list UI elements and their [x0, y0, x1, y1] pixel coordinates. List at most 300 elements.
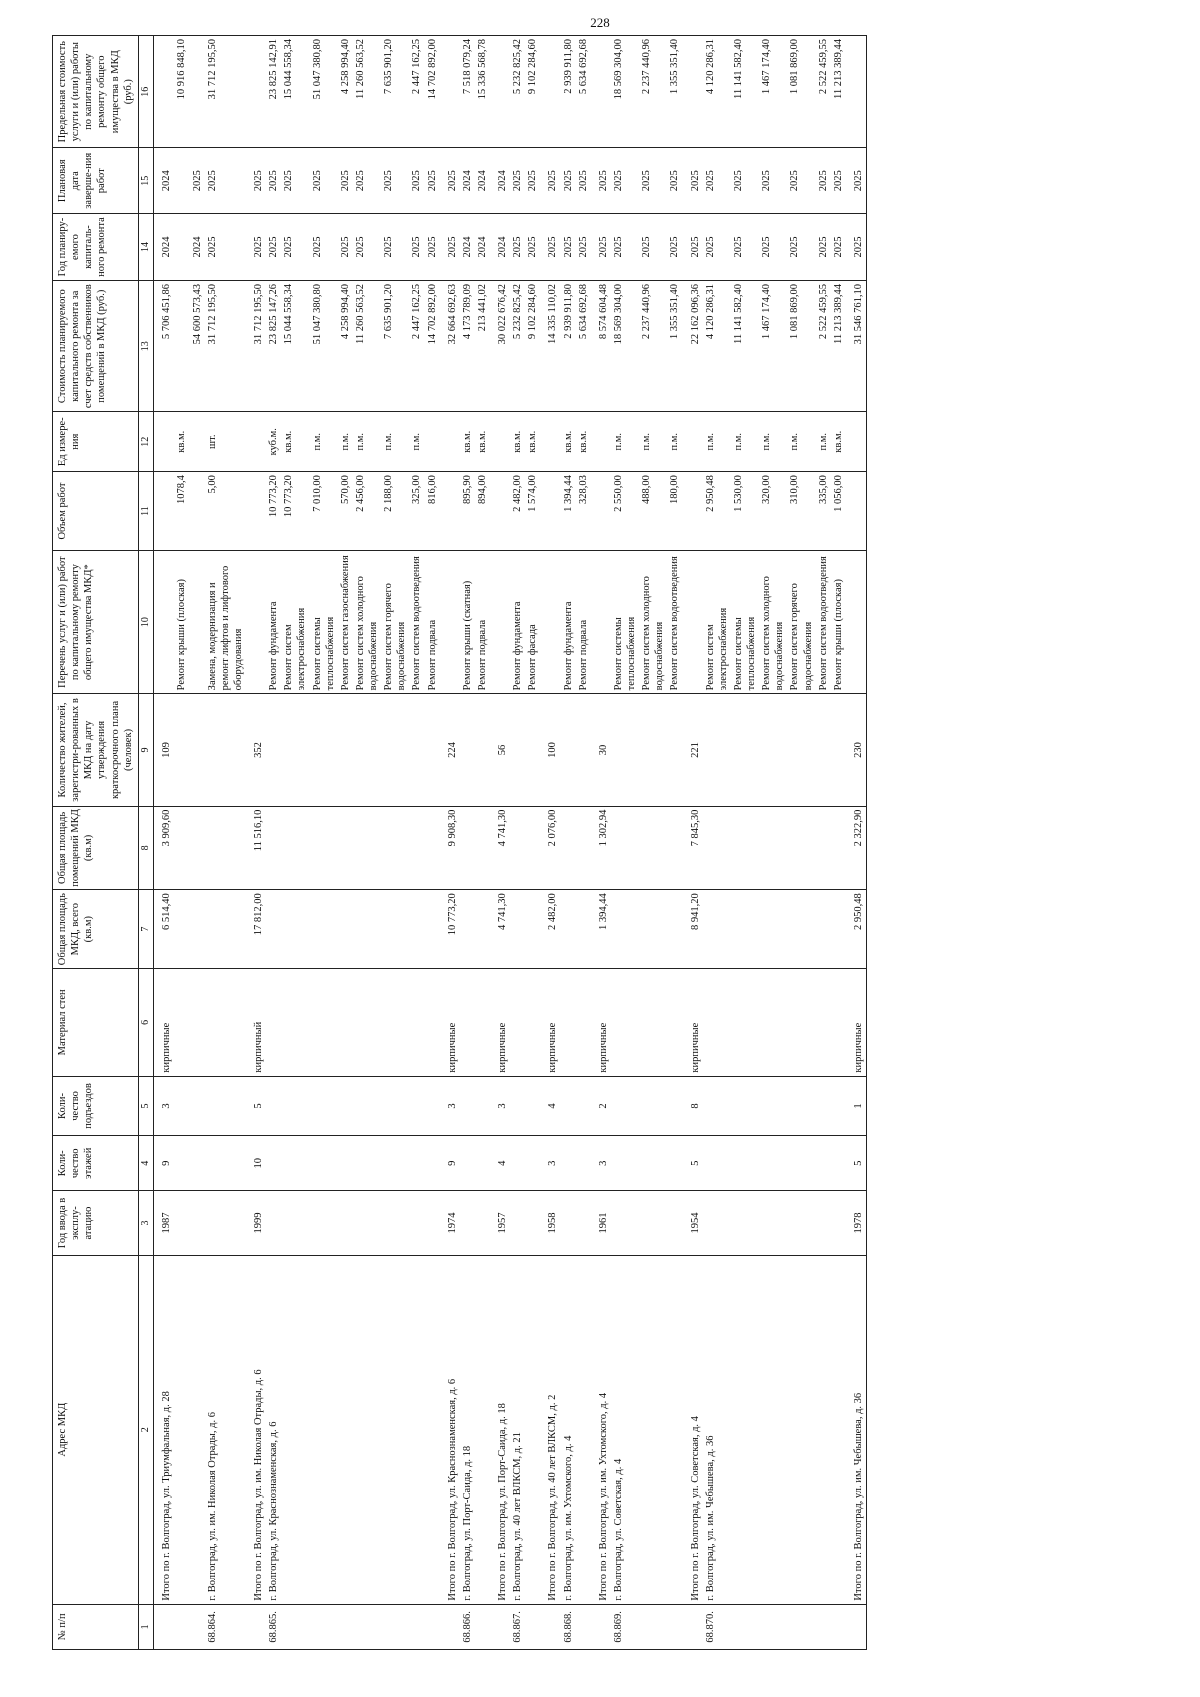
cell-address: г. Волгоград, ул. Порт-Саида, д. 18 — [460, 1255, 475, 1604]
cell-completion-date: 2025 — [353, 148, 381, 214]
table-row-total — [683, 36, 703, 1650]
cell-entrances — [787, 1076, 815, 1136]
header-cell: Объем работ — [53, 472, 139, 551]
cell-residents: 230 — [846, 694, 867, 806]
cell-address: Итого по г. Волгоград, ул. им. Ухтомского, д. 4 — [591, 1255, 611, 1604]
cell-total-area — [281, 890, 309, 969]
cell-address: Итого по г. Волгоград, ул. 40 лет ВЛКСМ, д. 2 — [540, 1255, 560, 1604]
cell-max-cost: 4 120 286,31 — [703, 36, 731, 148]
cell-work-volume: 10 773,20 — [266, 472, 281, 551]
cell-row-number — [639, 1604, 667, 1649]
cell-unit: п.м. — [816, 412, 831, 472]
cell-residents: 221 — [683, 694, 703, 806]
cell-unit: п.м. — [759, 412, 787, 472]
cell-unit: кв.м. — [510, 412, 525, 472]
cell-unit: п.м. — [338, 412, 353, 472]
cell-premises-area — [759, 806, 787, 890]
cell-wall-material — [525, 969, 540, 1077]
cell-address: Итого по г. Волгоград, ул. Триумфальная, д. 28 — [154, 1255, 175, 1604]
cell-work-volume: 310,00 — [787, 472, 815, 551]
cell-total-area — [381, 890, 409, 969]
cell-row-number — [246, 1604, 266, 1649]
cell-work-volume: 180,00 — [667, 472, 682, 551]
cell-premises-area: 11 516,10 — [246, 806, 266, 890]
cell-repair-year: 2025 — [816, 214, 831, 281]
cell-work-type: Ремонт крыши (скатная) — [460, 550, 475, 693]
cell-year-built: 1974 — [440, 1191, 460, 1256]
cell-total-area — [205, 890, 246, 969]
cell-repair-year: 2025 — [846, 214, 867, 281]
cell-year-built — [816, 1191, 831, 1256]
cell-floors — [425, 1136, 440, 1191]
cell-premises-area: 3 909,60 — [154, 806, 175, 890]
cell-residents — [667, 694, 682, 806]
cell-residents — [475, 694, 490, 806]
table-row — [205, 36, 246, 1650]
header-cell: Плановая дата заверше-ния работ — [53, 148, 139, 214]
cell-completion-date: 2025 — [190, 148, 205, 214]
table-row — [759, 36, 787, 1650]
cell-owners-cost: 54 600 573,43 — [190, 280, 205, 411]
table-row-total — [246, 36, 266, 1650]
cell-residents — [353, 694, 381, 806]
cell-premises-area — [266, 806, 281, 890]
cell-repair-year: 2025 — [525, 214, 540, 281]
cell-unit: кв.м. — [174, 412, 189, 472]
cell-work-type: Ремонт систем газоснабжения — [338, 550, 353, 693]
cell-wall-material — [460, 969, 475, 1077]
cell-premises-area — [353, 806, 381, 890]
cell-total-area: 2 950,48 — [846, 890, 867, 969]
column-number: 15 — [138, 148, 154, 214]
cell-address — [190, 1255, 205, 1604]
cell-row-number — [525, 1604, 540, 1649]
column-number: 14 — [138, 214, 154, 281]
cell-wall-material — [787, 969, 815, 1077]
cell-owners-cost: 51 047 380,80 — [310, 280, 338, 411]
cell-repair-year: 2025 — [639, 214, 667, 281]
cell-work-type — [246, 550, 266, 693]
cell-repair-year: 2025 — [440, 214, 460, 281]
cell-wall-material — [831, 969, 846, 1077]
cell-total-area: 1 394,44 — [591, 890, 611, 969]
cell-total-area — [190, 890, 205, 969]
cell-premises-area — [576, 806, 591, 890]
cell-year-built — [787, 1191, 815, 1256]
cell-owners-cost: 2 522 459,55 — [816, 280, 831, 411]
cell-entrances — [667, 1076, 682, 1136]
cell-floors — [816, 1136, 831, 1191]
cell-address — [639, 1255, 667, 1604]
cell-floors — [353, 1136, 381, 1191]
cell-max-cost: 1 081 869,00 — [787, 36, 815, 148]
cell-floors — [190, 1136, 205, 1191]
cell-work-volume: 5,00 — [205, 472, 246, 551]
cell-residents — [190, 694, 205, 806]
table-row-total — [591, 36, 611, 1650]
cell-work-type: Ремонт систем горячего водоснабжения — [381, 550, 409, 693]
cell-work-type: Ремонт фундамента — [510, 550, 525, 693]
cell-year-built — [510, 1191, 525, 1256]
cell-floors: 10 — [246, 1136, 266, 1191]
table-row — [190, 36, 205, 1650]
cell-entrances — [310, 1076, 338, 1136]
cell-work-volume: 488,00 — [639, 472, 667, 551]
cell-wall-material — [510, 969, 525, 1077]
cell-max-cost — [846, 36, 867, 148]
cell-address: г. Волгоград, ул. Краснознаменская, д. 6 — [266, 1255, 281, 1604]
cell-entrances — [281, 1076, 309, 1136]
cell-unit: п.м. — [787, 412, 815, 472]
cell-premises-area — [174, 806, 189, 890]
header-cell: Общая площадь МКД, всего (кв.м) — [53, 890, 139, 969]
cell-row-number — [667, 1604, 682, 1649]
column-number: 1 — [138, 1604, 154, 1649]
cell-total-area — [409, 890, 424, 969]
table-row — [353, 36, 381, 1650]
cell-work-type: Ремонт системы теплоснабжения — [310, 550, 338, 693]
cell-entrances — [409, 1076, 424, 1136]
cell-row-number — [759, 1604, 787, 1649]
cell-repair-year: 2025 — [425, 214, 440, 281]
header-cell: № п/п — [53, 1604, 139, 1649]
cell-max-cost — [540, 36, 560, 148]
cell-total-area — [576, 890, 591, 969]
cell-entrances — [639, 1076, 667, 1136]
cell-repair-year: 2025 — [759, 214, 787, 281]
cell-address — [310, 1255, 338, 1604]
cell-floors: 3 — [540, 1136, 560, 1191]
cell-row-number — [831, 1604, 846, 1649]
cell-residents — [831, 694, 846, 806]
cell-address — [787, 1255, 815, 1604]
cell-entrances — [611, 1076, 639, 1136]
cell-max-cost: 18 569 304,00 — [611, 36, 639, 148]
table-row — [510, 36, 525, 1650]
cell-work-type — [190, 550, 205, 693]
cell-unit: п.м. — [639, 412, 667, 472]
cell-repair-year: 2025 — [353, 214, 381, 281]
cell-unit — [591, 412, 611, 472]
cell-repair-year: 2025 — [561, 214, 576, 281]
cell-premises-area — [639, 806, 667, 890]
cell-work-volume: 2 456,00 — [353, 472, 381, 551]
cell-total-area: 2 482,00 — [540, 890, 560, 969]
cell-floors: 5 — [683, 1136, 703, 1191]
cell-repair-year: 2025 — [409, 214, 424, 281]
cell-residents — [460, 694, 475, 806]
cell-max-cost: 2 939 911,80 — [561, 36, 576, 148]
cell-max-cost: 5 232 825,42 — [510, 36, 525, 148]
cell-completion-date: 2025 — [639, 148, 667, 214]
cell-address: г. Волгоград, ул. им. Николая Отрады, д. 6 — [205, 1255, 246, 1604]
column-number: 10 — [138, 550, 154, 693]
cell-max-cost — [440, 36, 460, 148]
cell-owners-cost: 11 213 389,44 — [831, 280, 846, 411]
column-number: 11 — [138, 472, 154, 551]
cell-row-number — [490, 1604, 510, 1649]
cell-owners-cost: 15 044 558,34 — [281, 280, 309, 411]
cell-repair-year: 2025 — [540, 214, 560, 281]
header-cell: Общая площадь помещений МКД (кв.м) — [53, 806, 139, 890]
cell-wall-material — [611, 969, 639, 1077]
cell-row-number: 68.869. — [611, 1604, 639, 1649]
cell-max-cost: 14 702 892,00 — [425, 36, 440, 148]
cell-max-cost: 9 102 284,60 — [525, 36, 540, 148]
cell-owners-cost: 14 702 892,00 — [425, 280, 440, 411]
cell-total-area — [561, 890, 576, 969]
cell-total-area — [338, 890, 353, 969]
cell-repair-year: 2025 — [611, 214, 639, 281]
cell-address — [525, 1255, 540, 1604]
cell-unit: п.м. — [731, 412, 759, 472]
cell-row-number — [353, 1604, 381, 1649]
cell-work-type: Ремонт подвала — [475, 550, 490, 693]
cell-total-area — [667, 890, 682, 969]
cell-owners-cost: 32 664 692,63 — [440, 280, 460, 411]
cell-repair-year: 2024 — [190, 214, 205, 281]
cell-completion-date — [174, 148, 189, 214]
cell-wall-material — [190, 969, 205, 1077]
cell-residents — [310, 694, 338, 806]
cell-completion-date: 2025 — [510, 148, 525, 214]
cell-repair-year: 2025 — [246, 214, 266, 281]
cell-residents — [703, 694, 731, 806]
cell-work-volume — [540, 472, 560, 551]
table-row — [174, 36, 189, 1650]
cell-total-area — [525, 890, 540, 969]
cell-completion-date: 2025 — [591, 148, 611, 214]
table-row — [310, 36, 338, 1650]
cell-work-volume — [190, 472, 205, 551]
cell-repair-year: 2025 — [591, 214, 611, 281]
cell-premises-area — [381, 806, 409, 890]
cell-row-number — [576, 1604, 591, 1649]
cell-floors — [281, 1136, 309, 1191]
cell-entrances — [576, 1076, 591, 1136]
cell-premises-area: 1 302,94 — [591, 806, 611, 890]
cell-row-number: 68.870. — [703, 1604, 731, 1649]
table-row — [787, 36, 815, 1650]
cell-work-type: Ремонт крыши (плоская) — [831, 550, 846, 693]
cell-work-volume: 570,00 — [338, 472, 353, 551]
cell-completion-date: 2025 — [611, 148, 639, 214]
cell-max-cost — [246, 36, 266, 148]
column-number: 9 — [138, 694, 154, 806]
cell-work-volume: 2 950,48 — [703, 472, 731, 551]
cell-premises-area — [425, 806, 440, 890]
cell-work-type: Ремонт подвала — [425, 550, 440, 693]
cell-year-built: 1957 — [490, 1191, 510, 1256]
cell-row-number — [816, 1604, 831, 1649]
cell-row-number — [731, 1604, 759, 1649]
table-row-total — [154, 36, 175, 1650]
header-cell: Год ввода в эксплу-атацию — [53, 1191, 139, 1256]
cell-floors: 9 — [440, 1136, 460, 1191]
cell-max-cost — [190, 36, 205, 148]
cell-premises-area: 4 741,30 — [490, 806, 510, 890]
cell-wall-material — [576, 969, 591, 1077]
cell-premises-area: 9 908,30 — [440, 806, 460, 890]
cell-max-cost: 31 712 195,50 — [205, 36, 246, 148]
table-row-total — [490, 36, 510, 1650]
column-number: 13 — [138, 280, 154, 411]
cell-address — [667, 1255, 682, 1604]
cell-row-number: 68.866. — [460, 1604, 475, 1649]
cell-year-built — [731, 1191, 759, 1256]
cell-work-type: Ремонт фундамента — [266, 550, 281, 693]
cell-wall-material — [338, 969, 353, 1077]
table-header-row — [53, 36, 139, 1650]
cell-year-built: 1978 — [846, 1191, 867, 1256]
cell-entrances — [731, 1076, 759, 1136]
cell-completion-date: 2025 — [759, 148, 787, 214]
cell-unit: кв.м. — [525, 412, 540, 472]
cell-residents: 100 — [540, 694, 560, 806]
header-cell: Адрес МКД — [53, 1255, 139, 1604]
cell-repair-year: 2025 — [281, 214, 309, 281]
cell-floors — [561, 1136, 576, 1191]
cell-entrances — [475, 1076, 490, 1136]
cell-unit: кв.м. — [831, 412, 846, 472]
cell-row-number — [846, 1604, 867, 1649]
cell-owners-cost: 7 635 901,20 — [381, 280, 409, 411]
cell-completion-date: 2025 — [561, 148, 576, 214]
cell-work-type: Ремонт систем горячего водоснабжения — [787, 550, 815, 693]
cell-residents — [381, 694, 409, 806]
cell-repair-year: 2024 — [490, 214, 510, 281]
cell-premises-area — [816, 806, 831, 890]
cell-work-type — [846, 550, 867, 693]
cell-unit — [154, 412, 175, 472]
cell-repair-year — [174, 214, 189, 281]
cell-floors — [310, 1136, 338, 1191]
cell-owners-cost: 31 546 761,10 — [846, 280, 867, 411]
column-number: 6 — [138, 969, 154, 1077]
cell-address — [174, 1255, 189, 1604]
cell-work-volume: 325,00 — [409, 472, 424, 551]
cell-residents — [611, 694, 639, 806]
cell-year-built — [353, 1191, 381, 1256]
table-body — [154, 36, 867, 1650]
table-row — [831, 36, 846, 1650]
cell-work-type — [591, 550, 611, 693]
cell-year-built — [381, 1191, 409, 1256]
cell-year-built: 1961 — [591, 1191, 611, 1256]
cell-repair-year: 2024 — [460, 214, 475, 281]
cell-wall-material — [475, 969, 490, 1077]
cell-row-number — [440, 1604, 460, 1649]
cell-entrances — [525, 1076, 540, 1136]
cell-year-built — [205, 1191, 246, 1256]
cell-work-volume: 1 394,44 — [561, 472, 576, 551]
column-number: 16 — [138, 36, 154, 148]
cell-entrances — [353, 1076, 381, 1136]
cell-completion-date: 2025 — [667, 148, 682, 214]
cell-repair-year: 2025 — [338, 214, 353, 281]
table-row — [639, 36, 667, 1650]
cell-repair-year: 2025 — [310, 214, 338, 281]
cell-repair-year: 2025 — [576, 214, 591, 281]
cell-owners-cost: 14 335 110,02 — [540, 280, 560, 411]
cell-address — [381, 1255, 409, 1604]
cell-residents — [281, 694, 309, 806]
cell-completion-date: 2024 — [460, 148, 475, 214]
cell-wall-material — [731, 969, 759, 1077]
cell-completion-date: 2025 — [816, 148, 831, 214]
cell-total-area — [831, 890, 846, 969]
cell-premises-area — [409, 806, 424, 890]
cell-address — [425, 1255, 440, 1604]
cell-max-cost: 7 635 901,20 — [381, 36, 409, 148]
cell-premises-area — [460, 806, 475, 890]
cell-repair-year: 2025 — [510, 214, 525, 281]
cell-owners-cost: 18 569 304,00 — [611, 280, 639, 411]
cell-premises-area: 7 845,30 — [683, 806, 703, 890]
cell-owners-cost: 5 634 692,68 — [576, 280, 591, 411]
cell-residents: 30 — [591, 694, 611, 806]
cell-repair-year: 2025 — [381, 214, 409, 281]
cell-total-area — [816, 890, 831, 969]
cell-address — [759, 1255, 787, 1604]
cell-work-volume: 335,00 — [816, 472, 831, 551]
cell-premises-area — [611, 806, 639, 890]
table-row — [266, 36, 281, 1650]
cell-owners-cost: 23 825 147,26 — [266, 280, 281, 411]
cell-completion-date: 2025 — [381, 148, 409, 214]
header-cell: Коли-чество подъездов — [53, 1076, 139, 1136]
cell-floors — [759, 1136, 787, 1191]
cell-work-type: Ремонт фасада — [525, 550, 540, 693]
cell-year-built — [425, 1191, 440, 1256]
cell-floors — [266, 1136, 281, 1191]
cell-owners-cost: 1 355 351,40 — [667, 280, 682, 411]
cell-max-cost: 10 916 848,10 — [174, 36, 189, 148]
cell-work-volume: 816,00 — [425, 472, 440, 551]
cell-work-volume — [246, 472, 266, 551]
cell-premises-area — [475, 806, 490, 890]
cell-floors — [381, 1136, 409, 1191]
column-number-row — [138, 36, 154, 1650]
cell-repair-year: 2025 — [731, 214, 759, 281]
cell-work-type — [540, 550, 560, 693]
cell-unit: кв.м. — [281, 412, 309, 472]
cell-premises-area — [703, 806, 731, 890]
cell-unit — [425, 412, 440, 472]
cell-year-built — [703, 1191, 731, 1256]
cell-floors — [510, 1136, 525, 1191]
cell-residents — [338, 694, 353, 806]
cell-year-built — [475, 1191, 490, 1256]
cell-floors: 5 — [846, 1136, 867, 1191]
capital-repair-table — [52, 35, 867, 1650]
cell-entrances: 3 — [440, 1076, 460, 1136]
cell-address: Итого по г. Волгоград, ул. им. Николая Отрады, д. 6 — [246, 1255, 266, 1604]
cell-premises-area — [561, 806, 576, 890]
cell-floors — [703, 1136, 731, 1191]
cell-row-number: 68.867. — [510, 1604, 525, 1649]
cell-repair-year: 2025 — [205, 214, 246, 281]
cell-max-cost — [591, 36, 611, 148]
cell-work-type — [490, 550, 510, 693]
cell-wall-material — [409, 969, 424, 1077]
cell-address: Итого по г. Волгоград, ул. им. Чебышева, д. 36 — [846, 1255, 867, 1604]
cell-completion-date: 2025 — [525, 148, 540, 214]
cell-owners-cost: 22 162 096,36 — [683, 280, 703, 411]
cell-owners-cost: 2 237 440,96 — [639, 280, 667, 411]
table-row — [576, 36, 591, 1650]
cell-row-number — [475, 1604, 490, 1649]
